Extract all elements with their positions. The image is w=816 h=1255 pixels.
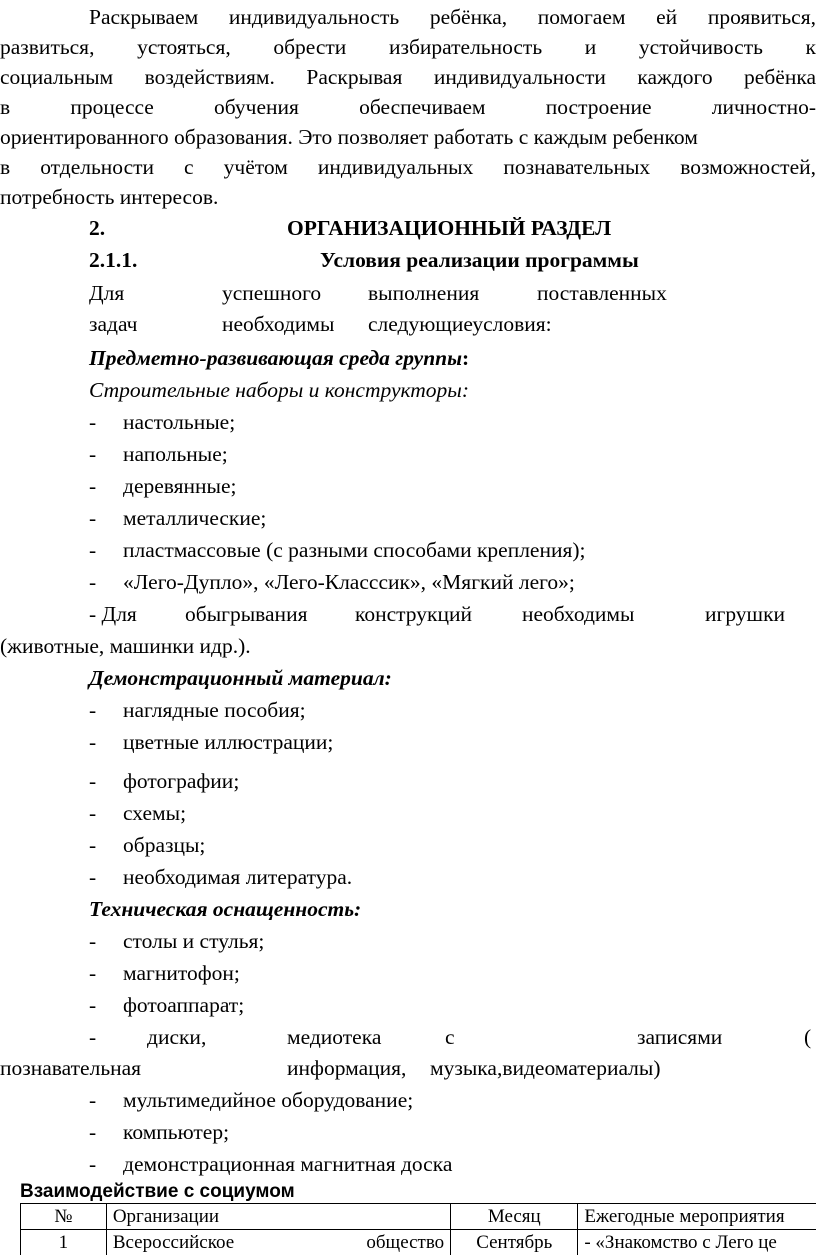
col-header-events: Ежегодные мероприятия (578, 1204, 816, 1230)
intro-line-3: социальным воздействиям. Раскрывая индивидуальности каждого ребёнка (0, 65, 816, 89)
intro-line-7: потребность интересов. (0, 185, 219, 209)
list-item: «Лего-Дупло», «Лего-Класссик», «Мягкий лего»; (123, 570, 575, 594)
intro-line-4: в процессе обучения обеспечиваем построение личностно- (0, 95, 816, 119)
cell-num: 1 (21, 1230, 107, 1255)
section-number: 2. (89, 216, 106, 240)
list-item: необходимая литература. (123, 865, 353, 889)
list-item: наглядные пособия; (123, 698, 306, 722)
intro-line-6: в отдельности с учётом индивидуальных познавательных возможностей, (0, 155, 816, 179)
intro-line-5: ориентированного образования. Это позволяет работать с каждым ребенком (0, 125, 698, 149)
col-header-num: № (21, 1204, 107, 1230)
list-item: образцы; (123, 833, 206, 857)
list-item: схемы; (123, 801, 187, 825)
list-item: столы и стулья; (123, 929, 265, 953)
list-item: фотографии; (123, 769, 240, 793)
list-item: пластмассовые (с разными способами крепления); (123, 538, 586, 562)
list-item: настольные; (123, 410, 236, 434)
tech-heading: Техническая оснащенность: (89, 897, 362, 921)
list-item: магнитофон; (123, 961, 240, 985)
env-subheading: Строительные наборы и конструкторы: (89, 378, 470, 402)
document-page: Раскрываем индивидуальность ребёнка, помогаем ей проявиться, развиться, устояться, обрести избирательность и устойчивость к социальным воздействиям. Раскрывая индивидуальности каждого ребёнка в процессе обучения обеспечиваем построение личностно- ориентированного образования. Это позволяет работать с каждым ребенком в отдельности с учётом индивидуальных познавательных возможностей, потребность интересов. 2. ОРГАНИЗАЦИОННЫЙ РАЗДЕЛ 2.1.1. Условия реализации программы Для успешного выполнения поставленных задач необходимы следующиеусловия: Предметно-развивающая среда группы: Строительные наборы и конструкторы: - настольные; - напольные; - деревянные; - металлические; - пластмассовые (с разными способами крепления); - «Лего-Дупло», «Лего-Класссик», «Мягкий лего»; - Для обыгрывания конструкций необходимы игрушки (животные, машинки идр.). Демонстрационный материал: - наглядные пособия; - цветные иллюстрации; - фотографии; - схемы; - образцы; - необходимая литература. Техническая оснащенность: - столы и стулья; - магнитофон; - фотоаппарат; - диски, медиотека с записями ( познавательная информация, музыка,видеоматериалы) - мультимедийное оборудование; - компьютер; - демонстрационная магнитная доска Взаимодействие с социумом № Организации Месяц Ежегодные мероприятия 1 Всероссийское общество Сентябрь - «Знакомство с Лего це (0, 0, 816, 1255)
list-item: напольные; (123, 442, 228, 466)
intro-line-1: Раскрываем индивидуальность ребёнка, помогаем ей проявиться, (89, 5, 816, 29)
list-item: цветные иллюстрации; (123, 730, 334, 754)
cell-month: Сентябрь (451, 1230, 578, 1255)
social-table (20, 1203, 816, 1255)
table-header-row (21, 1204, 816, 1230)
subsection-number: 2.1.1. (89, 248, 138, 272)
cell-org: Всероссийское общество (106, 1230, 450, 1255)
table-row (21, 1230, 816, 1255)
list-item: деревянные; (123, 474, 237, 498)
cell-event: - «Знакомство с Лего це (578, 1230, 816, 1255)
env-heading: Предметно-развивающая среда группы: (89, 346, 470, 370)
col-header-org: Организации (106, 1204, 450, 1230)
list-item: компьютер; (123, 1120, 230, 1144)
list-item: демонстрационная магнитная доска (123, 1152, 453, 1176)
list-item: фотоаппарат; (123, 993, 245, 1017)
list-item: металлические; (123, 506, 267, 530)
intro-line-2: развиться, устояться, обрести избирательность и устойчивость к (0, 35, 816, 59)
subsection-title: Условия реализации программы (320, 248, 639, 272)
col-header-month: Месяц (451, 1204, 578, 1230)
social-heading: Взаимодействие с социумом (20, 1181, 295, 1202)
list-item: мультимедийное оборудование; (123, 1088, 414, 1112)
demo-heading: Демонстрационный материал: (89, 666, 392, 690)
section-title: ОРГАНИЗАЦИОННЫЙ РАЗДЕЛ (287, 216, 612, 240)
